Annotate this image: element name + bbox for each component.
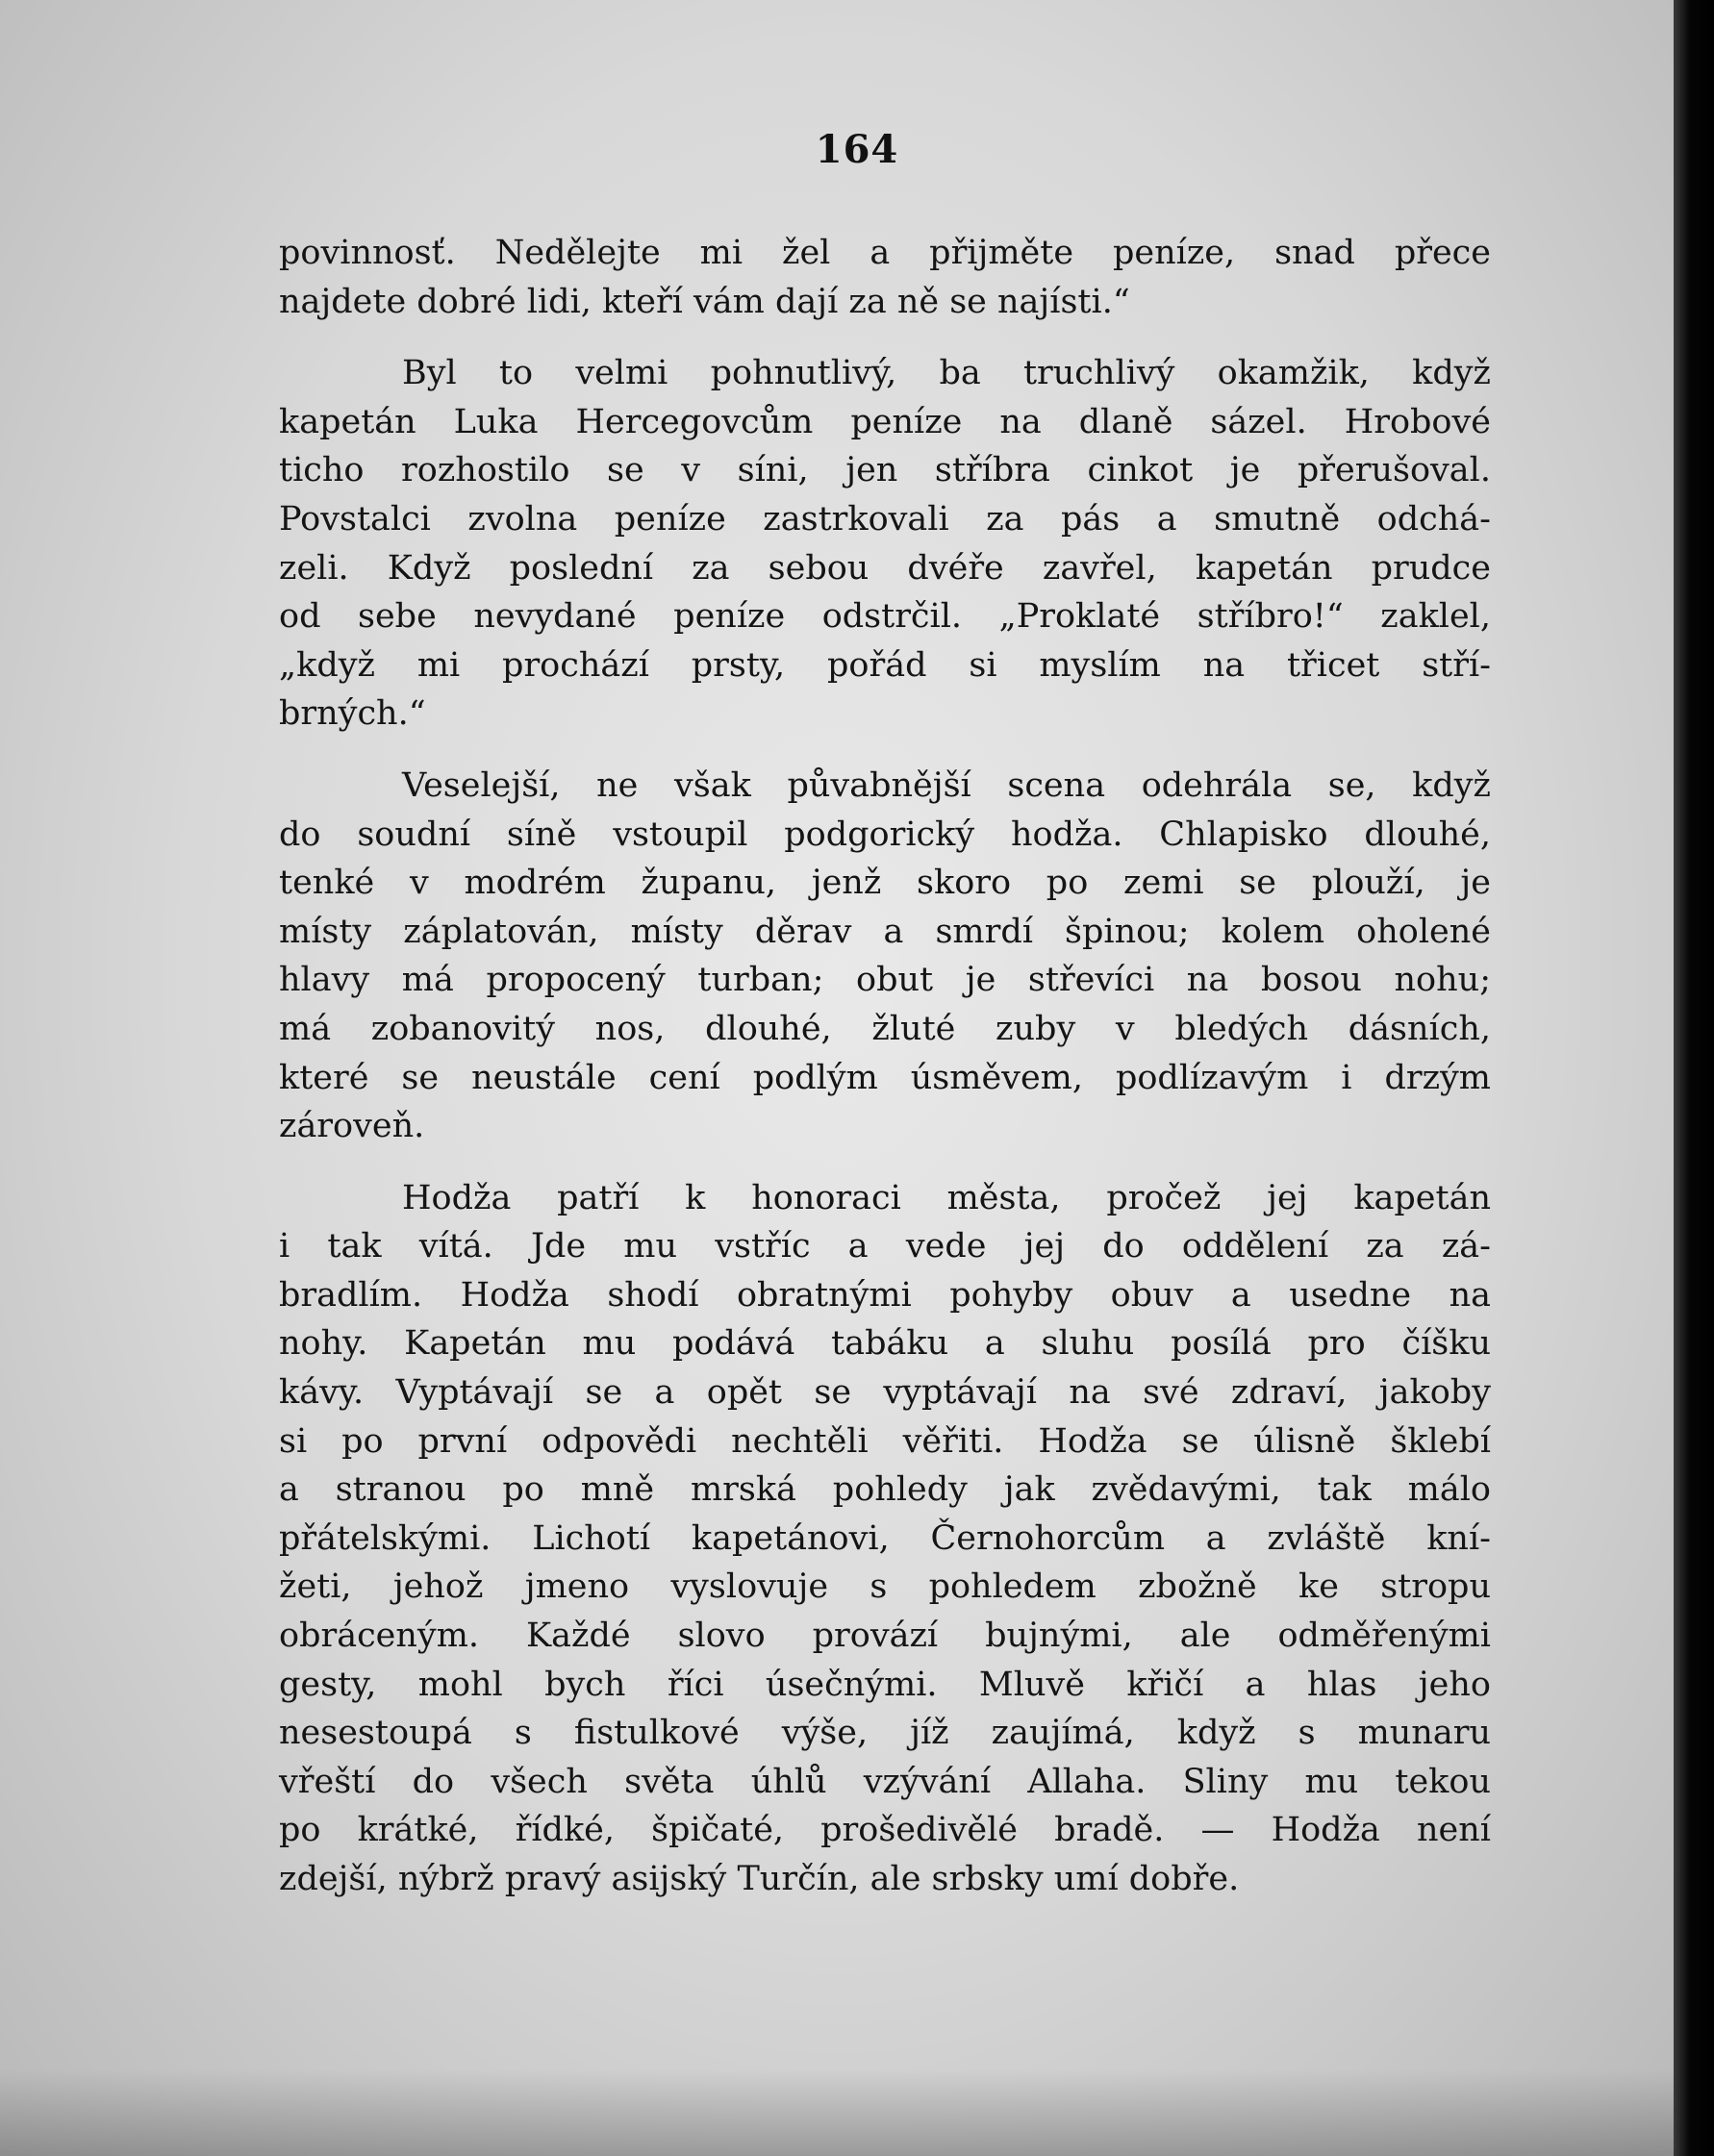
text-line: hlavy má propocený turban; obut je střevíci na bosou nohu; (279, 961, 1491, 1000)
text-line: po krátké, řídké, špičaté, prošedivělé bradě. — Hodža není (279, 1811, 1491, 1850)
text-line: zároveň. (279, 1107, 425, 1146)
text-line: od sebe nevydané peníze odstrčil. „Proklaté stříbro!“ zaklel, (279, 597, 1491, 637)
text-line: které se neustále cení podlým úsměvem, podlízavým i drzým (279, 1058, 1491, 1097)
text-line: ticho rozhostilo se v síni, jen stříbra cinkot je přerušoval. (279, 451, 1491, 490)
paragraph-1 (279, 229, 1491, 326)
page-edge-shadow (1674, 0, 1714, 2156)
text-line: Veselejší, ne však půvabnější scena odehrála se, když (402, 765, 1491, 805)
text-line: Byl to velmi pohnutlivý, ba truchlivý okamžik, když (402, 354, 1491, 393)
paragraph-4 (279, 1174, 1491, 1904)
page-bottom-shading (0, 2069, 1674, 2156)
text-line: povinnosť. Nedělejte mi žel a přijměte peníze, snad přece (279, 234, 1491, 272)
text-line: místy záplatován, místy děrav a smrdí špinou; kolem oholené (279, 912, 1491, 951)
page-number: 164 (815, 127, 899, 172)
text-line: i tak vítá. Jde mu vstříc a vede jej do oddělení za zá- (279, 1227, 1491, 1266)
text-line: nesestoupá s fistulkové výše, jíž zaujímá, když s munaru (279, 1714, 1491, 1753)
text-line: gesty, mohl bych říci úsečnými. Mluvě křičí a hlas jeho (279, 1665, 1491, 1704)
text-line: kávy. Vyptávají se a opět se vyptávají na své zdraví, jakoby (279, 1373, 1491, 1413)
text-line: „když mi prochází prsty, pořád si myslím na třicet stří- (279, 645, 1491, 685)
text-line: najdete dobré lidi, kteří vám dají za ně se najísti.“ (279, 282, 1130, 321)
text-line: zeli. Když poslední za sebou dvéře zavřel, kapetán prudce (279, 548, 1491, 588)
text-line: přátelskými. Lichotí kapetánovi, Černohorcům a zvláště kní- (279, 1518, 1491, 1558)
text-line: Hodža patří k honoraci města, pročež jej kapetán (402, 1178, 1491, 1217)
paragraph-3 (279, 762, 1491, 1151)
paragraph-2 (279, 349, 1491, 739)
text-line: žeti, jehož jmeno vyslovuje s pohledem zbožně ke stropu (279, 1567, 1491, 1607)
text-line: a stranou po mně mrská pohledy jak zvědavými, tak málo (279, 1470, 1491, 1510)
text-line: Povstalci zvolna peníze zastrkovali za pás a smutně odchá- (279, 499, 1491, 539)
text-line: kapetán Luka Hercegovcům peníze na dlaně sázel. Hrobové (279, 402, 1491, 441)
text-line: má zobanovitý nos, dlouhé, žluté zuby v bledých dásních, (279, 1009, 1491, 1048)
text-line: si po první odpovědi nechtěli věřiti. Hodža se úlisně šklebí (279, 1421, 1491, 1461)
text-line: bradlím. Hodža shodí obratnými pohyby obuv a usedne na (279, 1275, 1491, 1315)
text-line: tenké v modrém županu, jenž skoro po zemi se plouží, je (279, 864, 1491, 903)
text-line: zdejší, nýbrž pravý asijský Turčín, ale srbsky umí dobře. (279, 1860, 1240, 1898)
text-line: do soudní síně vstoupil podgorický hodža. Chlapisko dlouhé, (279, 815, 1491, 854)
text-line: obráceným. Každé slovo provází bujnými, ale odměřenými (279, 1617, 1491, 1656)
text-line: nohy. Kapetán mu podává tabáku a sluhu posílá pro číšku (279, 1324, 1491, 1364)
text-line: brných.“ (279, 694, 426, 734)
text-line: vřeští do všech světa úhlů vzývání Allaha. Sliny mu tekou (279, 1762, 1491, 1801)
body-text (279, 229, 1491, 1927)
